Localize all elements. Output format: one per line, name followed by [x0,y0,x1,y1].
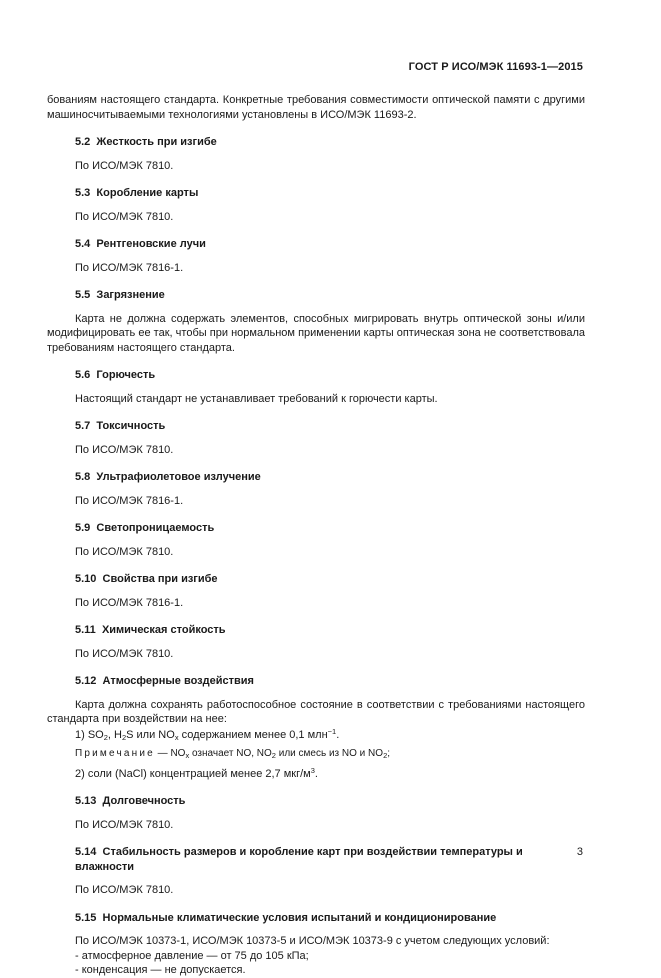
section-5-10-heading: 5.10 Свойства при изгибе [75,573,218,585]
page-number: 3 [576,846,583,858]
section-5-12-heading: 5.12 Атмосферные воздействия [75,675,254,687]
section-5-15-text: По ИСО/МЭК 10373-1, ИСО/МЭК 10373-5 и ИСО/МЭК 10373-9 с учетом следующих условий: [75,935,550,947]
section-5-15-list-item: - конденсация — не допускается. [75,964,246,976]
section-5-9-heading: 5.9 Светопроницаемость [75,522,215,534]
section-5-5-heading: 5.5 Загрязнение [75,289,165,301]
section-5-3-text: По ИСО/МЭК 7810. [75,210,174,223]
section-5-7-text: По ИСО/МЭК 7810. [75,443,174,456]
section-5-12-note: Примечание — $NO_x$ означает NO, $NO_2$ или смесь из NO и $NO_2$; [75,748,391,760]
section-5-6-heading: 5.6 Горючесть [75,369,156,381]
section-5-9-text: По ИСО/МЭК 7810. [75,545,174,558]
section-5-6-text: Настоящий стандарт не устанавливает требований к горючести карты. [75,392,438,405]
page-content [47,93,585,978]
section-5-2-heading: 5.2 Жесткость при изгибе [75,136,217,148]
section-5-15-list-item: - атмосферное давление — от 75 до 105 кПа; [75,949,309,962]
section-5-12-item-2: 2) соли (NaCl) концентрацией менее 2,7 мкг/$м^3$. [75,765,318,780]
section-5-10-text: По ИСО/МЭК 7816-1. [75,596,184,609]
section-5-14-text: По ИСО/МЭК 7810. [75,884,174,896]
intro-paragraph: бованиям настоящего стандарта. Конкретные требования совместимости оптической памяти с другими машиносчитываемыми технологиями установлены в ИСО/МЭК 11693-2. [47,94,585,121]
section-5-11-text: По ИСО/МЭК 7810. [75,647,174,660]
section-5-3-heading: 5.3 Коробление карты [75,187,199,199]
section-5-13-text: По ИСО/МЭК 7810. [75,818,174,831]
section-5-12-item-1: 1) $SO_2$, $H_2S$ или $NO_x$ содержанием менее 0,1 млн$^{-1}$. [75,726,340,742]
section-5-4-heading: 5.4 Рентгеновские лучи [75,238,206,250]
section-5-8-heading: 5.8 Ультрафиолетовое излучение [75,471,261,483]
section-5-8-text: По ИСО/МЭК 7816-1. [75,494,184,507]
section-5-2-text: По ИСО/МЭК 7810. [75,159,174,172]
section-5-5-text: Карта не должна содержать элементов, способных мигрировать внутрь оптической зоны и/или модифицировать ее так, чтобы при нормальном применении карты оптическая зона не соответствовала требованиям настоящего стандарта. [47,312,585,354]
section-5-7-heading: 5.7 Токсичность [75,420,166,432]
section-5-11-heading: 5.11 Химическая стойкость [75,624,226,636]
section-5-12-text: Карта должна сохранять работоспособное состояние в соответствии с требованиями настоящего стандарта при воздействии на нее: [47,698,585,725]
section-5-4-text: По ИСО/МЭК 7816-1. [75,261,184,274]
section-5-13-heading: 5.13 Долговечность [75,795,186,807]
document-code: ГОСТ Р ИСО/МЭК 11693-1—2015 [408,61,583,73]
section-5-14-heading: 5.14 Стабильность размеров и коробление карт при воздействии температуры и влажности [75,846,523,873]
section-5-15-heading: 5.15 Нормальные климатические условия испытаний и кондиционирование [75,911,497,924]
